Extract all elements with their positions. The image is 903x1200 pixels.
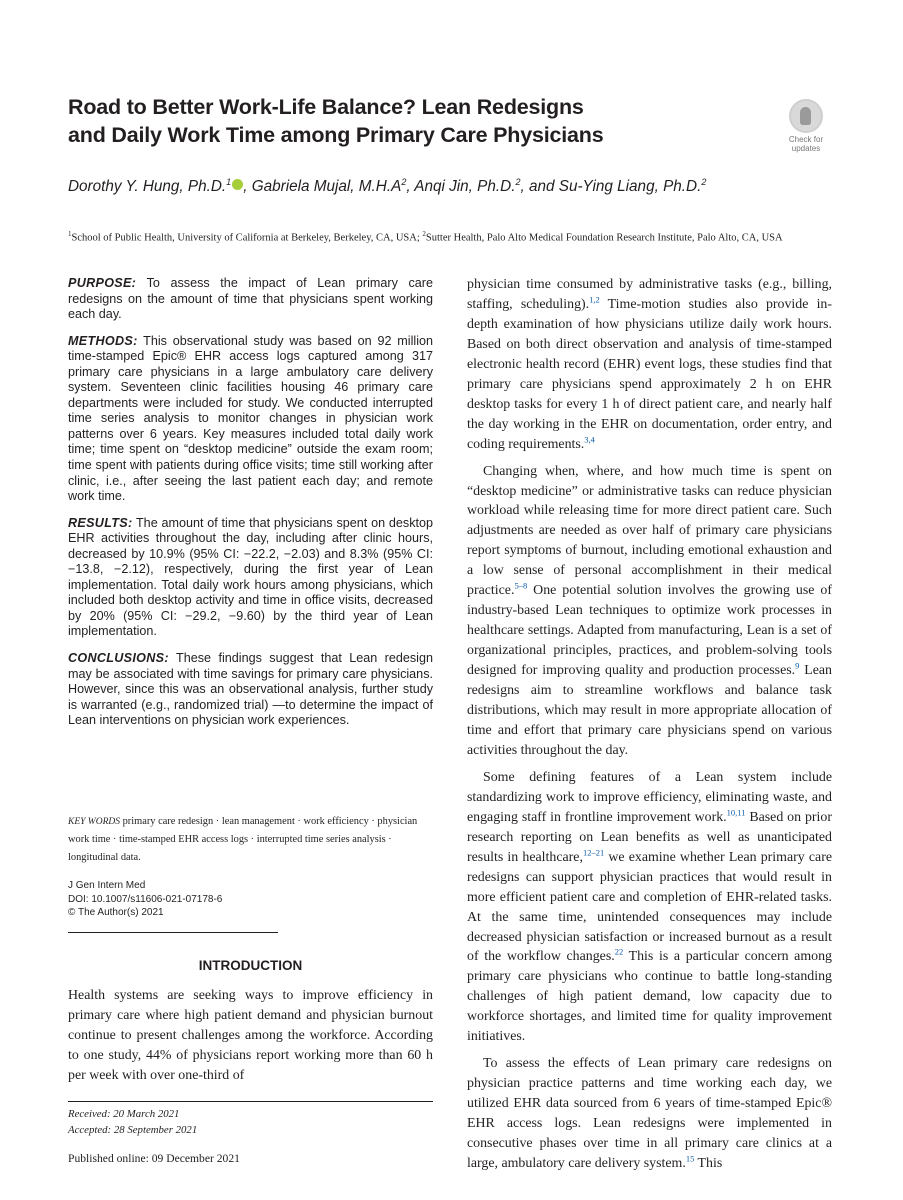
divider (68, 1101, 433, 1102)
journal-info (68, 879, 368, 920)
orcid-icon[interactable] (232, 179, 243, 190)
author-affil-sup: 1 (226, 177, 232, 187)
purpose-label: PURPOSE: (68, 276, 137, 290)
citation-link[interactable]: 9 (795, 660, 800, 671)
citation-link[interactable]: 3,4 (584, 434, 595, 444)
badge-label: Check for updates (788, 135, 824, 153)
author-affil-sup: 2 (401, 177, 407, 187)
citation-link[interactable]: 12–21 (582, 847, 605, 858)
author-name: Anqi Jin, Ph.D. (414, 178, 516, 196)
affiliations: $^1$School of Public Health, University of California at Berkeley, Berkeley, CA, USA; $^2$Sutter Health, Palo Alto Medical Foundation Research Institute, Palo Alto, CA, USA (68, 230, 783, 244)
title-line-2: and Daily Work Time among Primary Care Physicians (68, 123, 604, 147)
citation-link[interactable]: 22 (614, 946, 624, 957)
author-affil-sup: 2 (515, 177, 521, 187)
abstract (68, 276, 433, 740)
abstract-conclusions: CONCLUSIONS: These findings suggest that Lean redesign may be associated with time savings for primary care physicians. However, since this was an observational analysis, further study is warranted (e.g., randomized trial) —to determine the impact of Lean interventions on physician work experiences. (68, 651, 433, 728)
doi[interactable]: DOI: 10.1007/s11606-021-07178-6 (68, 893, 223, 905)
article-title (68, 93, 728, 149)
keywords-label: KEY WORDS (68, 817, 120, 827)
keywords: KEY WORDS primary care redesign · lean management · work efficiency · physician work time · time-stamped EHR access logs · interrupted time series analysis · longitudinal data. (68, 816, 418, 863)
bookmark-icon (789, 99, 823, 133)
abstract-methods: METHODS: This observational study was based on 92 million time-stamped Epic® EHR access logs captured among 317 primary care physicians in a large ambulatory care delivery system. Seventeen clinic facilities housing 46 primary care departments were included for study. We conducted interrupted time series analysis to monitor changes in physician work patterns over 6 years. Key measures included total daily work time; time spent on “desktop medicine” outside the exam room; time spent with patients during office visits; time still working after clinic, i.e., after seeing the last patient each day; and remote work time. (68, 333, 433, 504)
author-name: Gabriela Mujal, M.H.A (251, 178, 402, 196)
author-affil-sup: 2 (701, 177, 707, 187)
paragraph: To assess the effects of Lean primary care redesigns on physician practice patterns and time working each day, we utilized EHR data sourced from 6 years of time-stamped Epic® EHR access logs. Lean redesigns were implemented in consecutive phases over time in all primary care clinics at a large, ambulatory care delivery system.$^{15}$ This (467, 1056, 832, 1171)
author-list: Dorothy Y. Hung, Ph.D.$^1$ , Gabriela Mujal, $M.H.A^2$, Anqi Jin, Ph.D.$^2$, and Su-Ying Liang, Ph.D.$^2$ (68, 177, 707, 196)
article-dates (68, 1107, 368, 1138)
copyright: © The Author(s) 2021 (68, 907, 164, 919)
accepted-date: Accepted: 28 September 2021 (68, 1123, 198, 1136)
citation-link[interactable]: 5–8 (514, 580, 528, 591)
published-date: Published online: 09 December 2021 (68, 1152, 240, 1165)
author-name: Dorothy Y. Hung, Ph.D. (68, 178, 227, 196)
journal-name: J Gen Intern Med (68, 880, 146, 891)
citation-link[interactable]: 10,11 (726, 807, 746, 818)
abstract-purpose: PURPOSE: To assess the impact of Lean primary care redesigns on the amount of time that physicians spent working each day. (68, 276, 433, 322)
results-label: RESULTS: (68, 515, 133, 530)
citation-link[interactable]: 15 (685, 1153, 695, 1164)
title-line-1: Road to Better Work-Life Balance? Lean Redesigns (68, 95, 584, 119)
body-text-right-column (467, 275, 832, 1181)
check-for-updates-button[interactable] (783, 99, 829, 153)
section-heading-introduction: INTRODUCTION (198, 958, 303, 973)
author-name: Su-Ying Liang, Ph.D. (558, 178, 702, 196)
methods-label: METHODS: (68, 333, 138, 348)
received-date: Received: 20 March 2021 (68, 1108, 180, 1120)
abstract-results: RESULTS: The amount of time that physicians spent on desktop EHR activities throughout the day, including after clinic hours, decreased by 10.9% (95% CI: −22.2, −2.03) and 8.3% (95% CI: −13.8, −2.12), respectively, during the first year of Lean implementation. Total daily work hours among physicians, which included both desktop activity and time in office visits, decreased by 20% (95% CI: −29.2, −9.60) by the third year of Lean implementation. (68, 515, 433, 639)
divider (68, 932, 278, 933)
paragraph: physician time consumed by administrative tasks (e.g., billing, staffing, scheduling).$^{1,2}$ Time-motion studies also provide in-depth examination of how physicians utilize daily work hours. Based on both direct observation and analysis of time-stamped electronic health record (EHR) event logs, these studies find that primary care physicians spend approximately 2 h on EHR desktop tasks for every 1 h of direct patient care, and nearly half the day working in the EHR on documentation, order entry, and coding requirements.$^{3,4}$ (467, 277, 832, 452)
paragraph: Some defining features of a Lean system include standardizing work to improve efficiency, eliminating waste, and engaging staff in frontline improvement work.$^{10,11}$ Based on prior research reporting on Lean benefits as well as unanticipated results in healthcare,$^{12-21}$ we examine whether Lean primary care redesigns can support physician practices that would result in more efficient patient care and completion of EHR-related tasks. At the same time, unintended consequences may include decreased physician satisfaction or increased burnout as a result of the workflow changes.$^{22}$ This is a particular concern among primary care physicians who continue to battle long-standing challenges of high patient demand, low capacity due to workforce shortages, and limited time for quality improvement initiatives. (467, 769, 832, 1045)
citation-link[interactable]: 1,2 (589, 294, 600, 305)
introduction-text: Health systems are seeking ways to improve efficiency in primary care where high patient demand and physician burnout continue to present challenges among the workforce. According to one study, 44% of physicians report working more than 60 h per week with over one-third of (68, 988, 433, 1084)
paragraph: Changing when, where, and how much time is spent on “desktop medicine” or administrative tasks can reduce physician workload while releasing time for more direct patient care. Such adjustments are needed as over half of primary care physicians report symptoms of burnout, including emotional exhaustion and a low sense of personal accomplishment in their medical practice.$^{5-8}$ One potential solution involves the growing use of industry-based Lean techniques to optimize work processes in healthcare settings. Adapted from manufacturing, Lean is a set of organizational principles, practices, and problem-solving tools designed for improving quality and production processes.$^9$ Lean redesigns aim to streamline workflows and balance task distributions, which may result in more appropriate allocation of time and effort that primary care physicians spend on various activities throughout the day. (467, 463, 832, 758)
conclusions-label: CONCLUSIONS: (68, 651, 169, 666)
